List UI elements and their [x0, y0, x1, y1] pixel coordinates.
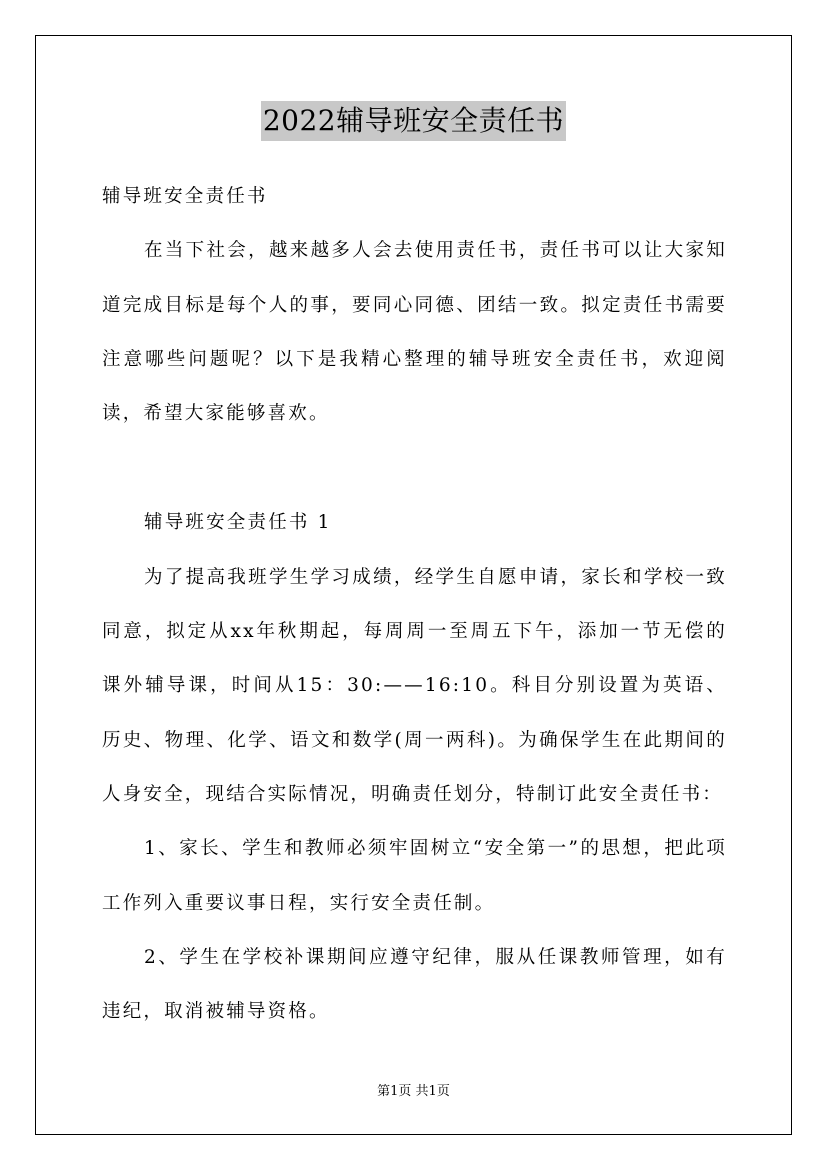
- body-paragraph: 2、学生在学校补课期间应遵守纪律，服从任课教师管理，如有违纪，取消被辅导资格。: [102, 946, 727, 1023]
- page-footer: 第1页 共1页: [377, 1084, 450, 1099]
- body-paragraph: 1、家长、学生和教师必须牢固树立“安全第一”的思想，把此项工作列入重要议事日程，实行安全责任制。: [102, 838, 727, 914]
- document-body: [102, 170, 727, 1039]
- document-title: 2022辅导班安全责任书: [261, 101, 566, 141]
- title-container: [0, 101, 827, 141]
- section-heading: 辅导班安全责任书 1: [144, 512, 332, 534]
- document-subtitle: 辅导班安全责任书: [102, 186, 268, 207]
- paragraph-gap: [102, 441, 727, 496]
- body-paragraph: 为了提高我班学生学习成绩，经学生自愿申请，家长和学校一致同意，拟定从xx年秋期起，每周周一至周五下午，添加一节无偿的课外辅导课，时间从15：30:——16:10。科目分别设置为英语、历史、物理、化学、语文和数学(周一两科)。为确保学生在此期间的人身安全，现结合实际情况，明确责任划分，特制订此安全责任书：: [102, 566, 727, 805]
- intro-paragraph: 在当下社会，越来越多人会去使用责任书，责任书可以让大家知道完成目标是每个人的事，要同心同德、团结一致。拟定责任书需要注意哪些问题呢？以下是我精心整理的辅导班安全责任书，欢迎阅读，希望大家能够喜欢。: [102, 240, 727, 425]
